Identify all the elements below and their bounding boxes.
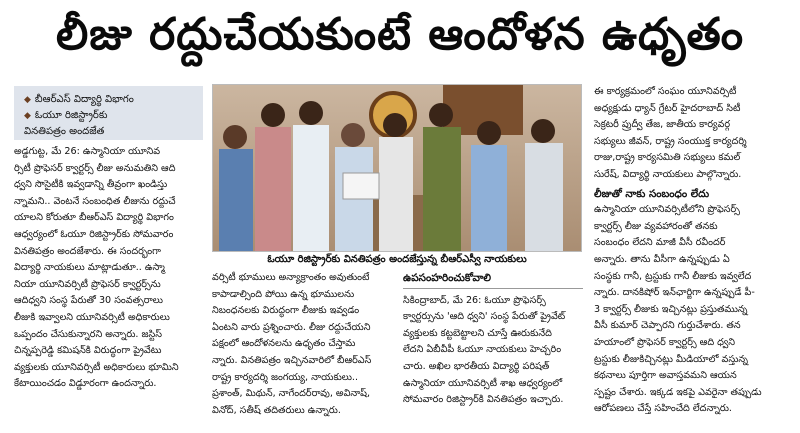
subheading-no-relation: లీజుతో నాకు సంబంధం లేదు	[594, 187, 710, 200]
text-line: సంబంధం లేదని మాజీ వీసీ రవీందర్	[594, 237, 726, 249]
text-line: ధ్వని సొసైటీకి ఇవ్వడాన్ని తీవ్రంగా ఖండిస్తు	[14, 179, 168, 191]
text-line: లీజుకి ఇవ్వాలని యూనివర్సిటీ అధికారులు	[14, 311, 170, 323]
text-line: ట్రస్టుకు లీజుకిచ్చినట్లు మీడియాలో వస్తున్న	[594, 353, 748, 365]
text-line: న్నారు. వినతిపత్రం ఇచ్చినవారిలో బీఆర్ఎస్	[212, 354, 372, 366]
highlight-text: ఓయూ రిజిస్ట్రార్‌కు	[34, 110, 108, 121]
text-line: సంస్థకు గానీ, ట్రస్టుకు గానీ లీజుకు ఇవ్వలేద	[594, 270, 752, 282]
text-line: కేటాయించడం విడ్డూరంగా ఉందన్నారు.	[14, 378, 157, 390]
column-3	[403, 270, 583, 409]
text-line: 3 క్వార్టర్స్ లీజుకు ఇచ్చినట్లు ప్రస్తుతమున్న	[594, 303, 748, 315]
highlight-text-cont: వినతిపత్రం అందజేత	[24, 126, 105, 137]
text-line: ఏంటని వారు ప్రశ్నించారు. లీజు రద్దుచేయని	[212, 321, 371, 333]
text-line: ఆధ్వర్యంలో ఓయూ రిజిస్ట్రార్‌కు సోమవారం	[14, 228, 174, 240]
text-line: వీసీ కుమార్ చెప్పారని గుర్తుచేశారు. తన	[594, 320, 741, 332]
text-line: నిబంధనలకు విరుద్ధంగా లీజుకు ఇవ్వడం	[212, 305, 360, 317]
text-line: సోమవారం రిజిస్ట్రార్‌కి వినతిపత్రం ఇచ్చారు.	[403, 394, 564, 406]
text-line: వ్యక్తులకు యూనివర్సిటీ అధికారులు భూమిని	[14, 361, 179, 373]
group-photo-image	[213, 85, 582, 252]
text-line: క్వార్టర్స్ లీజు వ్యవహారంతో తనకు	[594, 220, 718, 232]
column-3-body	[403, 293, 583, 409]
text-line: ఒప్పందం చేసుకున్నారని అన్నారు. జస్టిస్	[14, 328, 162, 340]
text-line: వ్యక్తులకు కట్టబెట్టాలని చూస్తే ఊరుకునేది	[403, 327, 552, 339]
text-line: ఆదిధ్వని సంస్థ పేరుతో 30 సంవత్సరాలు	[14, 295, 163, 307]
text-line: వినోద్, సతీష్ తదితరులు ఉన్నారు.	[212, 404, 341, 416]
text-line: రాష్ట్ర కార్యదర్శి జంగయ్య, నాయకులు..	[212, 371, 358, 383]
highlights-box	[14, 86, 203, 140]
text-line: వర్సిటీ భూములు అన్యాక్రాంతం అవుతుంటే	[212, 272, 370, 283]
text-line: ఉస్మానియా యూనివర్సిటీ శాఖ ఆధ్వర్యంలో	[403, 377, 563, 389]
bullet-icon: ◆	[24, 95, 31, 105]
text-line: ఆరోపణలు చేస్తే సహించేది లేదన్నారు.	[594, 403, 732, 415]
column-4-part-b	[594, 202, 787, 418]
text-line: రాజు,రాష్ట్ర కార్యసమితి సభ్యులు కమల్	[594, 152, 741, 164]
subheading-withdraw: ఉపసంహరించుకోవాలి	[403, 272, 492, 284]
text-line: చిన్నప్పరెడ్డి కమిషన్‌కి విరుద్ధంగా ప్రైవేటు	[14, 345, 162, 357]
text-line: అధ్యక్షుడు ధ్యాన్ గ్రేటర్ హైదరాబాద్ సిటీ	[594, 102, 741, 114]
text-line: సురేష్, విద్యార్థి నాయకులు పాల్గొన్నారు.	[594, 168, 742, 180]
text-line: న్నారు. దానకిషోర్ ఇన్‌ఛార్జిగా ఉన్నప్పుడే పీ-	[594, 287, 755, 299]
photo-caption: ఓయూ రిజిస్ట్రార్‌కు వినతిపత్రం అందజేస్తున్న బీఆర్ఎస్వీ నాయకులు	[267, 254, 527, 265]
text-line: సభ్యులు జీవన్, రాష్ట్ర సంయుక్త కార్యదర్శి	[594, 135, 747, 147]
text-line: విద్యార్థి నాయకులు మాట్లాడుతూ.. ఉస్మా	[14, 262, 165, 274]
text-line: సికింద్రాబాద్, మే 26: ఓయూ ప్రొఫెసర్స్	[403, 294, 546, 306]
highlight-item	[14, 108, 203, 124]
column-2	[212, 270, 395, 419]
text-line: ఉస్మానియా యూనివర్సిటీలోని ప్రొఫెసర్స్	[594, 204, 740, 216]
text-line: వినతిపత్రం అందజేశారు. ఈ సందర్భంగా	[14, 245, 162, 257]
text-line: కథనాలు పూర్తిగా అవాస్తవమని ఆయన	[594, 370, 737, 382]
divider	[403, 288, 583, 289]
column-4	[594, 84, 787, 418]
text-line: హయాంలో ప్రొఫెసర్ క్వార్టర్స్ ఆది ధ్వని	[594, 336, 735, 348]
news-photo	[212, 84, 582, 252]
text-line: పక్షంలో ఆందోళనలను ఉధృతం చేస్తామ	[212, 338, 356, 350]
text-line: ర్సిటీ ప్రొఫెసర్ క్వార్టర్స్ లీజు అనుమతిని ఆది	[14, 162, 176, 174]
text-line: యాలని కోరుతూ బీఆర్ఎస్ విద్యార్థి విభాగం	[14, 212, 174, 224]
highlight-item	[14, 92, 203, 108]
bullet-icon: ◆	[24, 111, 31, 121]
text-line: స్పష్టం చేశారు. ఇక్కడ ఇకపై ఎవరైనా తప్పుడు	[594, 386, 762, 398]
text-line: అడ్డగుట్ట, మే 26: ఉస్మానియా యూనివ	[14, 146, 161, 157]
text-line: సెక్రటరీ ప్రుద్వీ తేజ, జాతీయ కార్యవర్గ	[594, 119, 731, 131]
highlight-text: బీఆర్ఎస్ విద్యార్థి విభాగం	[34, 94, 134, 105]
column-4-part-a	[594, 84, 787, 184]
text-line: ప్రశాంత్, మిథున్, నాగేందర్‌రావు, అవినాష్,	[212, 388, 370, 400]
text-line: లేదని ఏబీవీపీ ఓయూ నాయకులు హెచ్చరిం	[403, 344, 562, 356]
text-line: ఈ కార్యక్రమంలో సంఘం యూనివర్సిటీ	[594, 86, 737, 97]
column-1	[14, 144, 203, 393]
text-line: చారు. అఖిల భారతీయ విద్యార్థి పరిషత్	[403, 360, 550, 372]
text-line: నియా యూనివర్సిటీ ప్రొఫెసర్ క్వార్టర్స్‌ను	[14, 278, 161, 290]
text-line: కాపాడాల్సింది పోయి ఉన్న భూములను	[212, 288, 355, 300]
text-line: అన్నారు. తాను వీసీగా ఉన్నప్పుడు ఏ	[594, 253, 730, 265]
article-headline: లీజు రద్దుచేయకుంటే ఆందోళన ఉధృతం	[55, 9, 745, 60]
text-line: న్నామని.. వెంటనే సంబంధిత లీజును రద్దుచే	[14, 195, 176, 207]
text-line: క్వార్టర్సును 'ఆది ధ్వని' సంస్థ పేరుతో ప్రైవేట్	[403, 311, 566, 323]
